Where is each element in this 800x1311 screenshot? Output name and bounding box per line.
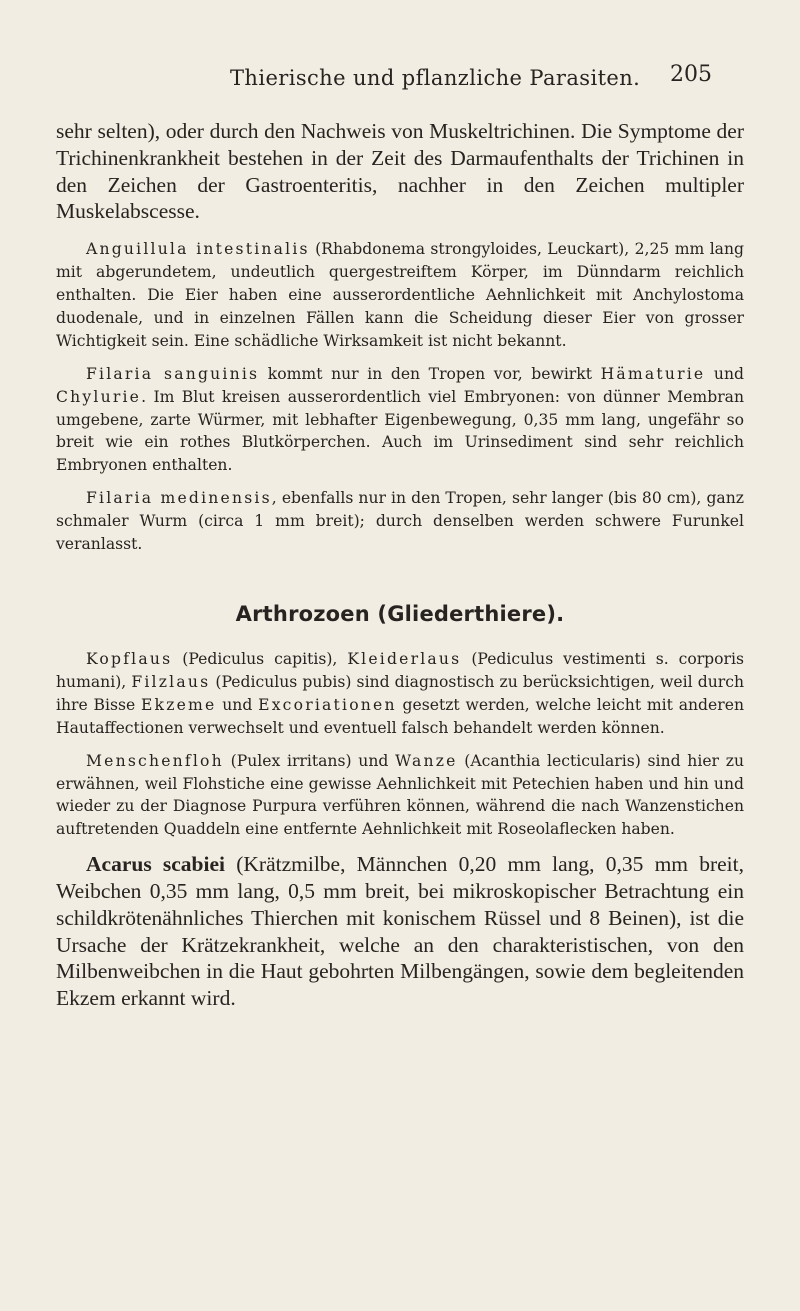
running-title: Thierische und pflanzliche Parasiten. <box>230 66 641 90</box>
paragraph-anguillula <box>56 238 744 353</box>
term-anguillula-intestinalis: Anguillula intestinalis <box>86 240 310 259</box>
page-body <box>56 118 744 1012</box>
paragraph-filaria-sanguinis-text-c: . Im Blut kreisen ausserordentlich viel Embryonen: von dünner Membran umgebene, zarte Würmer, mit lebhafter Eigenbewegung, 0,35 mm lang, ungefähr so breit wie ein rothes Blutkörperchen. Auch im Urinsediment sind sehr reichlich Embryonen enthalten. <box>56 387 744 475</box>
paragraph-laeuse <box>56 648 744 740</box>
term-kleiderlaus: Kleiderlaus <box>347 649 462 668</box>
paragraph-acarus-text: (Krätzmilbe, Männchen 0,20 mm lang, 0,35 mm breit, Weibchen 0,35 mm lang, 0,5 mm breit, bei mikroskopischer Betrachtung ein schildkrötenähnliches Thierchen mit konischem Rüssel und 8 Beinen), ist die Ursache der Krätzekrankheit, welche an den charakteristischen, von den Milbenweibchen in die Haut gebohrten Milbengängen, sowie dem begleitenden Ekzem erkannt wird. <box>56 852 745 1011</box>
term-acarus-scabiei: Acarus scabiei <box>86 852 226 877</box>
paragraph-floh-wanze-text-b: (Acanthia lecticularis) sind hier zu erwähnen, weil Flohstiche eine gewisse Aehnlichkeit mit Petechien haben und hin und wieder zu der Diagnose Purpura verführen können, während die nach Wanzenstichen auftretenden Quaddeln eine entfernte Aehnlichkeit mit Roseolaflecken haben. <box>56 751 744 839</box>
paragraph-acarus <box>56 851 744 1012</box>
term-filzlaus: Filzlaus <box>131 672 211 691</box>
term-ekzeme: Ekzeme <box>140 695 217 714</box>
term-wanze: Wanze <box>395 751 458 770</box>
paragraph-laeuse-text-d: und <box>216 695 259 714</box>
term-haematurie: Hämaturie <box>600 364 706 383</box>
paragraph-trichinen-continued: sehr selten), oder durch den Nachweis von Muskeltrichinen. Die Symptome der Trichinenkrankheit bestehen in der Zeit des Darmaufenthalts der Trichinen in den Zeichen der Gastroenteritis, nachher in den Zeichen multipler Muskelabscesse. <box>56 119 744 224</box>
paragraph-filaria-sanguinis-text-b: und <box>705 364 745 383</box>
paragraph-filaria-sanguinis-text-a: kommt nur in den Tropen vor, bewirkt <box>259 364 601 383</box>
term-chylurie: Chylurie <box>56 387 142 406</box>
term-menschenfloh: Menschenfloh <box>86 751 224 770</box>
paragraph-floh-wanze-text-a: (Pulex irritans) und <box>223 751 396 770</box>
paragraph-laeuse-text-a: (Pediculus capitis), <box>172 649 348 668</box>
paragraph-laeuse-text-e: gesetzt werden, welche leicht mit anderen Hautaffectionen verwechselt und eventuell falsch behandelt werden können. <box>56 695 744 737</box>
page-header <box>0 62 800 106</box>
paragraph-filaria-medinensis-text: , ebenfalls nur in den Tropen, sehr langer (bis 80 cm), ganz schmaler Wurm (circa 1 mm breit); durch denselben werden schwere Furunkel veranlasst. <box>56 489 744 554</box>
paragraph-laeuse-text-c: (Pediculus pubis) sind diagnostisch zu berücksichtigen, weil durch ihre Bisse <box>56 672 744 714</box>
term-excoriationen: Excoriationen <box>258 695 397 714</box>
paragraph-laeuse-text-b: (Pediculus vestimenti s. corporis humani), <box>56 649 744 691</box>
paragraph-filaria-sanguinis <box>56 363 744 478</box>
page-number: 205 <box>670 62 712 87</box>
term-filaria-medinensis: Filaria medinensis <box>86 489 272 508</box>
paragraph-floh-wanze <box>56 750 744 842</box>
term-kopflaus: Kopflaus <box>86 649 173 668</box>
paragraph-anguillula-text: (Rhabdonema strongyloides, Leuckart), 2,25 mm lang mit abgerundetem, undeutlich quergestreiftem Körper, im Dünndarm reichlich enthalten. Die Eier haben eine ausserordentliche Aehnlichkeit mit Anchylostoma duodenale, und in einzelnen Fällen kann die Scheidung dieser Eier von grosser Wichtigkeit sein. Eine schädliche Wirksamkeit ist nicht bekannt. <box>56 240 745 350</box>
term-filaria-sanguinis: Filaria sanguinis <box>86 364 260 383</box>
section-heading-arthrozoen: Arthrozoen (Gliederthiere). <box>235 601 565 626</box>
paragraph-filaria-medinensis <box>56 487 744 556</box>
